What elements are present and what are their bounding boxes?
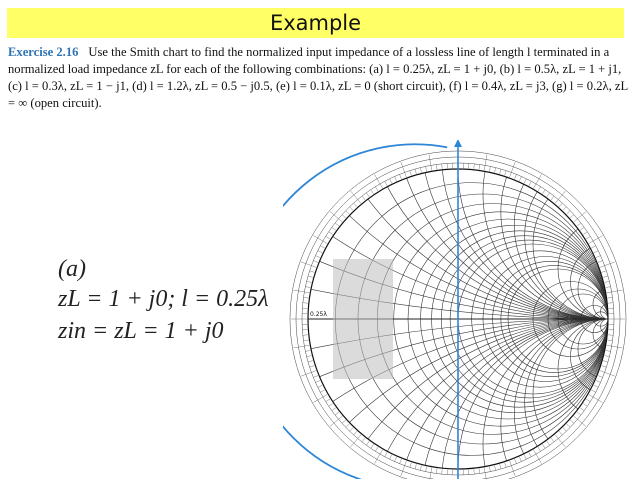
scale-tick	[500, 464, 501, 469]
solution-part-label: (a)	[58, 256, 86, 283]
scale-tick	[318, 251, 322, 253]
scale-tick	[586, 399, 590, 402]
scale-tick	[330, 212, 342, 222]
scale-tick	[551, 196, 554, 200]
scale-tick	[608, 335, 613, 336]
scale-tick	[366, 193, 369, 197]
scale-tick	[524, 455, 526, 459]
scale-tick	[385, 452, 387, 456]
scale-tick	[400, 459, 402, 464]
scale-tick	[390, 179, 392, 183]
scale-tick	[301, 371, 316, 376]
scale-tick	[608, 297, 613, 298]
scale-tick	[607, 345, 623, 348]
solution-line-load: zL = 1 + j0; l = 0.25λ	[58, 286, 269, 313]
scale-tick	[559, 203, 562, 207]
scale-tick	[495, 168, 496, 173]
scale-tick	[294, 345, 310, 348]
scale-tick	[510, 162, 515, 177]
reactance-arc	[441, 319, 638, 479]
scale-tick	[400, 174, 402, 179]
scale-tick	[598, 376, 603, 378]
reactance-arc	[514, 140, 638, 319]
scale-tick	[436, 165, 437, 170]
scale-tick	[484, 155, 487, 171]
reactance-arc	[358, 140, 638, 319]
scale-tick	[474, 164, 475, 169]
scale-tick	[542, 444, 545, 448]
scale-tick	[420, 466, 421, 471]
scale-tick	[329, 403, 333, 406]
scale-tick	[332, 227, 336, 230]
scale-tick	[559, 431, 562, 435]
smith-dense-region	[333, 259, 393, 379]
scale-tick	[574, 212, 586, 222]
scale-tick	[401, 162, 406, 177]
scale-tick	[605, 281, 610, 282]
scale-tick	[515, 174, 517, 179]
scale-tick	[519, 176, 521, 181]
scale-tick	[346, 211, 350, 214]
scale-tick	[308, 276, 313, 277]
scale-tick	[510, 461, 515, 476]
scale-tick	[580, 408, 584, 411]
scale-tick	[301, 262, 316, 267]
scale-tick	[320, 390, 324, 392]
scale-tick	[591, 246, 595, 248]
scale-tick	[500, 169, 501, 174]
scale-tick	[598, 261, 603, 263]
scale-tick	[342, 420, 346, 423]
scale-tick	[583, 403, 587, 406]
scale-tick	[350, 207, 353, 211]
scale-tick	[330, 416, 342, 426]
scale-tick	[603, 276, 608, 277]
scale-tick	[429, 155, 432, 171]
scale-tick	[410, 171, 412, 176]
scale-tick	[608, 340, 613, 341]
scale-tick	[385, 181, 387, 185]
scale-tick	[307, 281, 312, 282]
center-label: 0.25λ	[310, 311, 327, 318]
scale-tick	[594, 251, 598, 253]
title-banner	[7, 8, 624, 38]
scale-tick	[567, 424, 571, 427]
scale-tick	[410, 463, 412, 468]
scale-tick	[318, 385, 322, 387]
scale-tick	[335, 223, 339, 226]
scale-tick	[519, 457, 521, 462]
scale-tick	[354, 431, 357, 435]
scale-tick	[304, 297, 309, 298]
scale-tick	[375, 187, 378, 191]
scale-tick	[484, 468, 487, 479]
scale-tick	[608, 303, 613, 304]
scale-tick	[563, 207, 566, 211]
reactance-arc	[558, 219, 638, 319]
arrow-head	[454, 140, 462, 147]
reactance-arc	[501, 140, 638, 319]
scale-tick	[415, 169, 416, 174]
scale-tick	[375, 447, 378, 451]
scale-tick	[529, 181, 531, 185]
scale-tick	[563, 428, 566, 432]
scale-tick	[591, 390, 595, 392]
scale-tick	[315, 256, 320, 258]
scale-tick	[489, 467, 490, 472]
scale-tick	[570, 215, 574, 218]
scale-tick	[442, 164, 443, 169]
scale-tick	[371, 190, 374, 194]
scale-tick	[415, 464, 416, 469]
scale-tick	[320, 246, 324, 248]
scale-tick	[567, 211, 571, 214]
scale-tick	[605, 356, 610, 357]
scale-tick	[602, 366, 607, 368]
scale-tick	[586, 236, 590, 239]
scale-tick	[332, 408, 336, 411]
scale-tick	[596, 380, 601, 382]
scale-tick	[313, 376, 318, 378]
scale-tick	[401, 461, 406, 476]
scale-tick	[395, 457, 397, 462]
scale-tick	[607, 290, 623, 293]
scale-tick	[303, 335, 308, 336]
scale-tick	[395, 176, 397, 181]
scale-tick	[495, 466, 496, 471]
scale-tick	[304, 340, 309, 341]
scale-tick	[570, 420, 574, 423]
exercise-text: Use the Smith chart to find the normalized input impedance of a lossless line of length l terminated in a normalized load impedance zL for each of the following combinations: (a) l = 0.25λ, zL = 1 + j0, (b) l = 0.5λ, zL = 1 + j1, (c) l = 0.3λ, zL = 1 − j1, (d) l = 1.2λ, zL = 0.5 − j0.5, (e) l = 0.1λ, zL = 0 (short circuit), (f) l = 0.4λ, zL = j3, (g) l = 0.2λ, zL = ∞ (open circuit).	[8, 45, 628, 110]
scale-tick	[542, 190, 545, 194]
scale-tick	[574, 416, 586, 426]
scale-tick	[606, 287, 611, 288]
scale-tick	[600, 371, 615, 376]
scale-tick	[474, 469, 475, 474]
scale-tick	[524, 179, 526, 183]
scale-tick	[529, 452, 531, 456]
scale-tick	[315, 380, 320, 382]
scale-tick	[594, 385, 598, 387]
scale-tick	[426, 467, 427, 472]
scale-tick	[479, 165, 480, 170]
reactance-arc	[558, 319, 638, 419]
smith-chart	[283, 140, 638, 479]
scale-tick	[390, 455, 392, 459]
scale-tick	[600, 262, 615, 267]
scale-tick	[366, 441, 369, 445]
exercise-number: Exercise 2.16	[8, 45, 78, 59]
scale-tick	[436, 469, 437, 474]
scale-tick	[577, 412, 581, 415]
scale-tick	[538, 447, 541, 451]
scale-tick	[294, 290, 310, 293]
scale-tick	[602, 271, 607, 273]
scale-tick	[335, 412, 339, 415]
scale-tick	[420, 168, 421, 173]
scale-tick	[342, 215, 346, 218]
scale-tick	[580, 227, 584, 230]
dense-region	[333, 259, 393, 379]
scale-tick	[307, 356, 312, 357]
scale-tick	[313, 261, 318, 263]
scale-tick	[305, 287, 310, 288]
scale-tick	[515, 459, 517, 464]
solution-line-input: zin = zL = 1 + j0	[58, 318, 224, 345]
scale-tick	[551, 438, 554, 442]
scale-tick	[547, 193, 550, 197]
slide-title: Example	[270, 11, 361, 35]
scale-tick	[606, 350, 611, 351]
scale-tick	[351, 435, 361, 447]
scale-tick	[555, 191, 565, 203]
scale-tick	[538, 187, 541, 191]
scale-tick	[505, 463, 507, 468]
scale-tick	[350, 428, 353, 432]
scale-tick	[310, 366, 315, 368]
scale-tick	[429, 468, 432, 479]
scale-tick	[305, 350, 310, 351]
scale-tick	[346, 424, 350, 427]
scale-tick	[351, 191, 361, 203]
scale-tick	[354, 203, 357, 207]
exercise-paragraph	[8, 44, 630, 112]
scale-tick	[308, 361, 313, 362]
scale-tick	[303, 303, 308, 304]
scale-tick	[362, 438, 365, 442]
scale-tick	[326, 236, 330, 239]
scale-tick	[362, 196, 365, 200]
scale-tick	[489, 166, 490, 171]
scale-tick	[505, 171, 507, 176]
scale-tick	[577, 223, 581, 226]
scale-tick	[596, 256, 601, 258]
smith-chart-svg	[283, 140, 638, 479]
scale-tick	[603, 361, 608, 362]
scale-tick	[442, 469, 443, 474]
scale-tick	[310, 271, 315, 273]
scale-tick	[547, 441, 550, 445]
scale-tick	[426, 166, 427, 171]
scale-tick	[479, 469, 480, 474]
reactance-arc	[483, 140, 638, 319]
scale-tick	[329, 232, 333, 235]
scale-tick	[583, 232, 587, 235]
scale-tick	[326, 399, 330, 402]
scale-tick	[555, 435, 565, 447]
scale-tick	[371, 444, 374, 448]
